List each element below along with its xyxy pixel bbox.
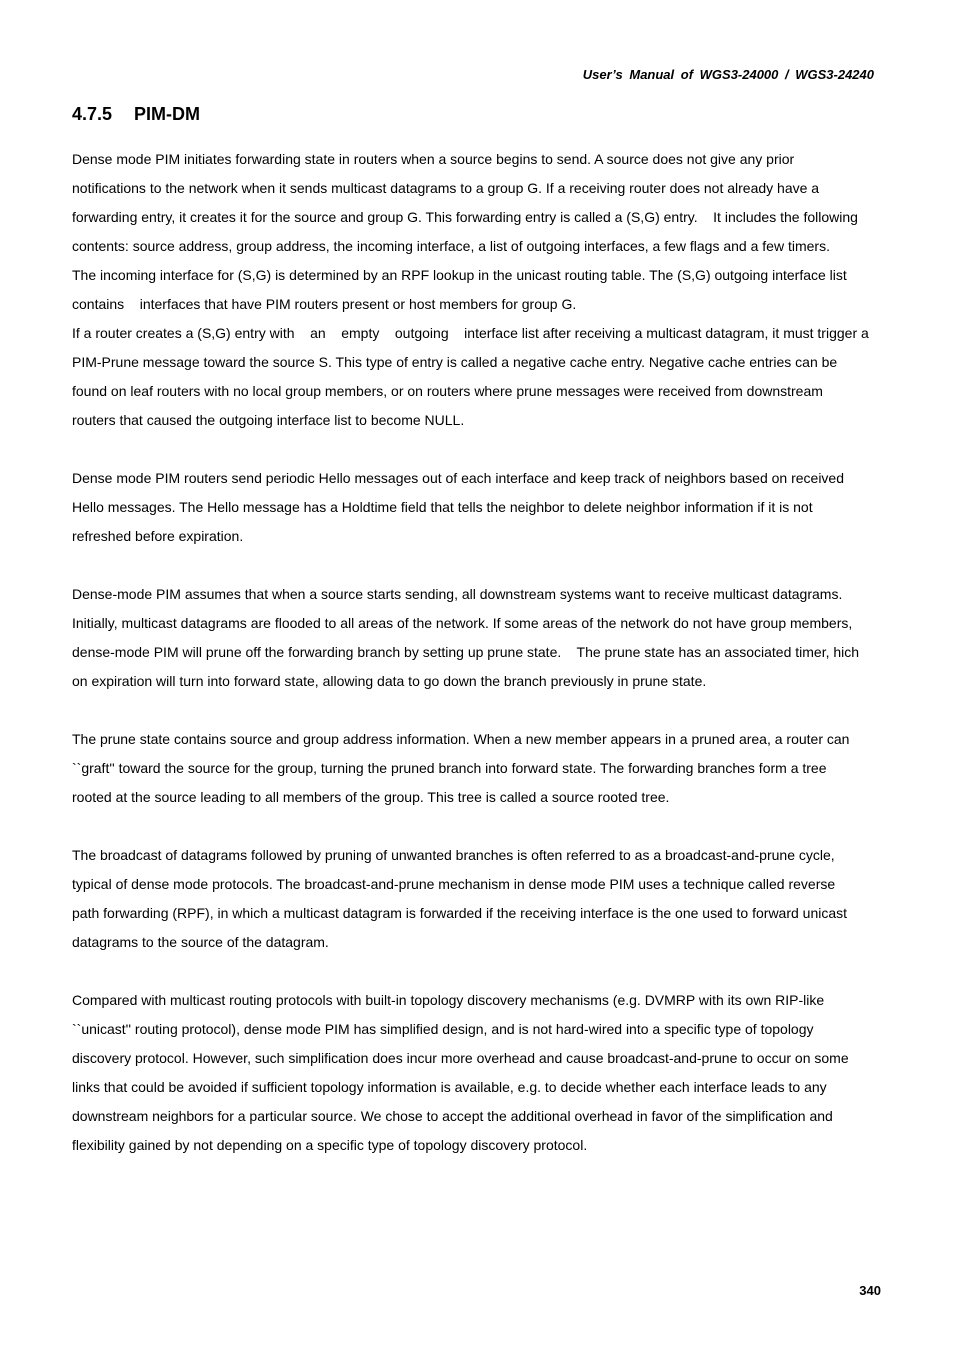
text-line: datagrams to the source of the datagram. — [72, 934, 329, 950]
paragraph — [72, 319, 888, 435]
text-line: notifications to the network when it sends multicast datagrams to a group G. If a receiving router does not already have a — [72, 180, 820, 196]
paragraph — [72, 145, 888, 319]
text-line: PIM-Prune message toward the source S. This type of entry is called a negative cache entry. Negative cache entries can be — [72, 354, 838, 370]
text-line: If a router creates a (S,G) entry with an empty outgoing interface list after receiving a multicast datagram, it must trigger a — [72, 325, 869, 341]
text-line: on expiration will turn into forward state, allowing data to go down the branch previously in prune state. — [72, 673, 707, 689]
text-line: Compared with multicast routing protocols with built-in topology discovery mechanisms (e.g. DVMRP with its own RIP-like — [72, 992, 825, 1008]
paragraph — [72, 725, 888, 812]
text-line: The broadcast of datagrams followed by pruning of unwanted branches is often referred to as a broadcast-and-prune cycle, — [72, 847, 835, 863]
text-line: dense-mode PIM will prune off the forwarding branch by setting up prune state. The prune state has an associated timer, hich — [72, 644, 860, 660]
text-line: contains interfaces that have PIM routers present or host members for group G. — [72, 296, 577, 312]
text-line: contents: source address, group address, the incoming interface, a list of outgoing interfaces, a few flags and a few timers. — [72, 238, 830, 254]
section-title — [72, 104, 200, 125]
text-line: discovery protocol. However, such simplification does incur more overhead and cause broadcast-and-prune to occur on some — [72, 1050, 849, 1066]
page-number: 340 — [859, 1283, 881, 1298]
text-line: rooted at the source leading to all members of the group. This tree is called a source rooted tree. — [72, 789, 670, 805]
text-line: ``unicast'' routing protocol), dense mode PIM has simplified design, and is not hard-wired into a specific type of topology — [72, 1021, 814, 1037]
text-line: Dense mode PIM initiates forwarding state in routers when a source begins to send. A source does not give any prior — [72, 151, 795, 167]
text-line: refreshed before expiration. — [72, 528, 244, 544]
paragraph — [72, 841, 888, 957]
text-line: Dense-mode PIM assumes that when a source starts sending, all downstream systems want to receive multicast datagrams. — [72, 586, 843, 602]
text-line: forwarding entry, it creates it for the source and group G. This forwarding entry is called a (S,G) entry. It includes the following — [72, 209, 858, 225]
paragraph — [72, 464, 888, 551]
text-line: routers that caused the outgoing interface list to become NULL. — [72, 412, 465, 428]
paragraph — [72, 580, 888, 696]
section-number: 4.7.5 — [72, 104, 113, 124]
text-line: downstream neighbors for a particular source. We chose to accept the additional overhead in favor of the simplification and — [72, 1108, 833, 1124]
paragraph — [72, 986, 888, 1160]
body-text — [72, 145, 888, 1189]
text-line: Initially, multicast datagrams are flooded to all areas of the network. If some areas of the network do not have group members, — [72, 615, 853, 631]
text-line: typical of dense mode protocols. The broadcast-and-prune mechanism in dense mode PIM uses a technique called reverse — [72, 876, 836, 892]
text-line: Hello messages. The Hello message has a Holdtime field that tells the neighbor to delete neighbor information if it is not — [72, 499, 813, 515]
text-line: The incoming interface for (S,G) is determined by an RPF lookup in the unicast routing table. The (S,G) outgoing interface list — [72, 267, 847, 283]
running-header: User’s Manual of WGS3-24000 / WGS3-24240 — [582, 67, 874, 82]
text-line: ``graft'' toward the source for the group, turning the pruned branch into forward state. The forwarding branches form a tree — [72, 760, 827, 776]
text-line: flexibility gained by not depending on a specific type of topology discovery protocol. — [72, 1137, 588, 1153]
text-line: The prune state contains source and group address information. When a new member appears in a pruned area, a router can — [72, 731, 850, 747]
section-heading-text: PIM-DM — [134, 104, 200, 124]
text-line: found on leaf routers with no local group members, or on routers where prune messages were received from downstream — [72, 383, 823, 399]
text-line: links that could be avoided if sufficient topology information is available, e.g. to decide whether each interface leads to any — [72, 1079, 827, 1095]
text-line: path forwarding (RPF), in which a multicast datagram is forwarded if the receiving interface is the one used to forward unicast — [72, 905, 848, 921]
text-line: Dense mode PIM routers send periodic Hello messages out of each interface and keep track of neighbors based on received — [72, 470, 844, 486]
